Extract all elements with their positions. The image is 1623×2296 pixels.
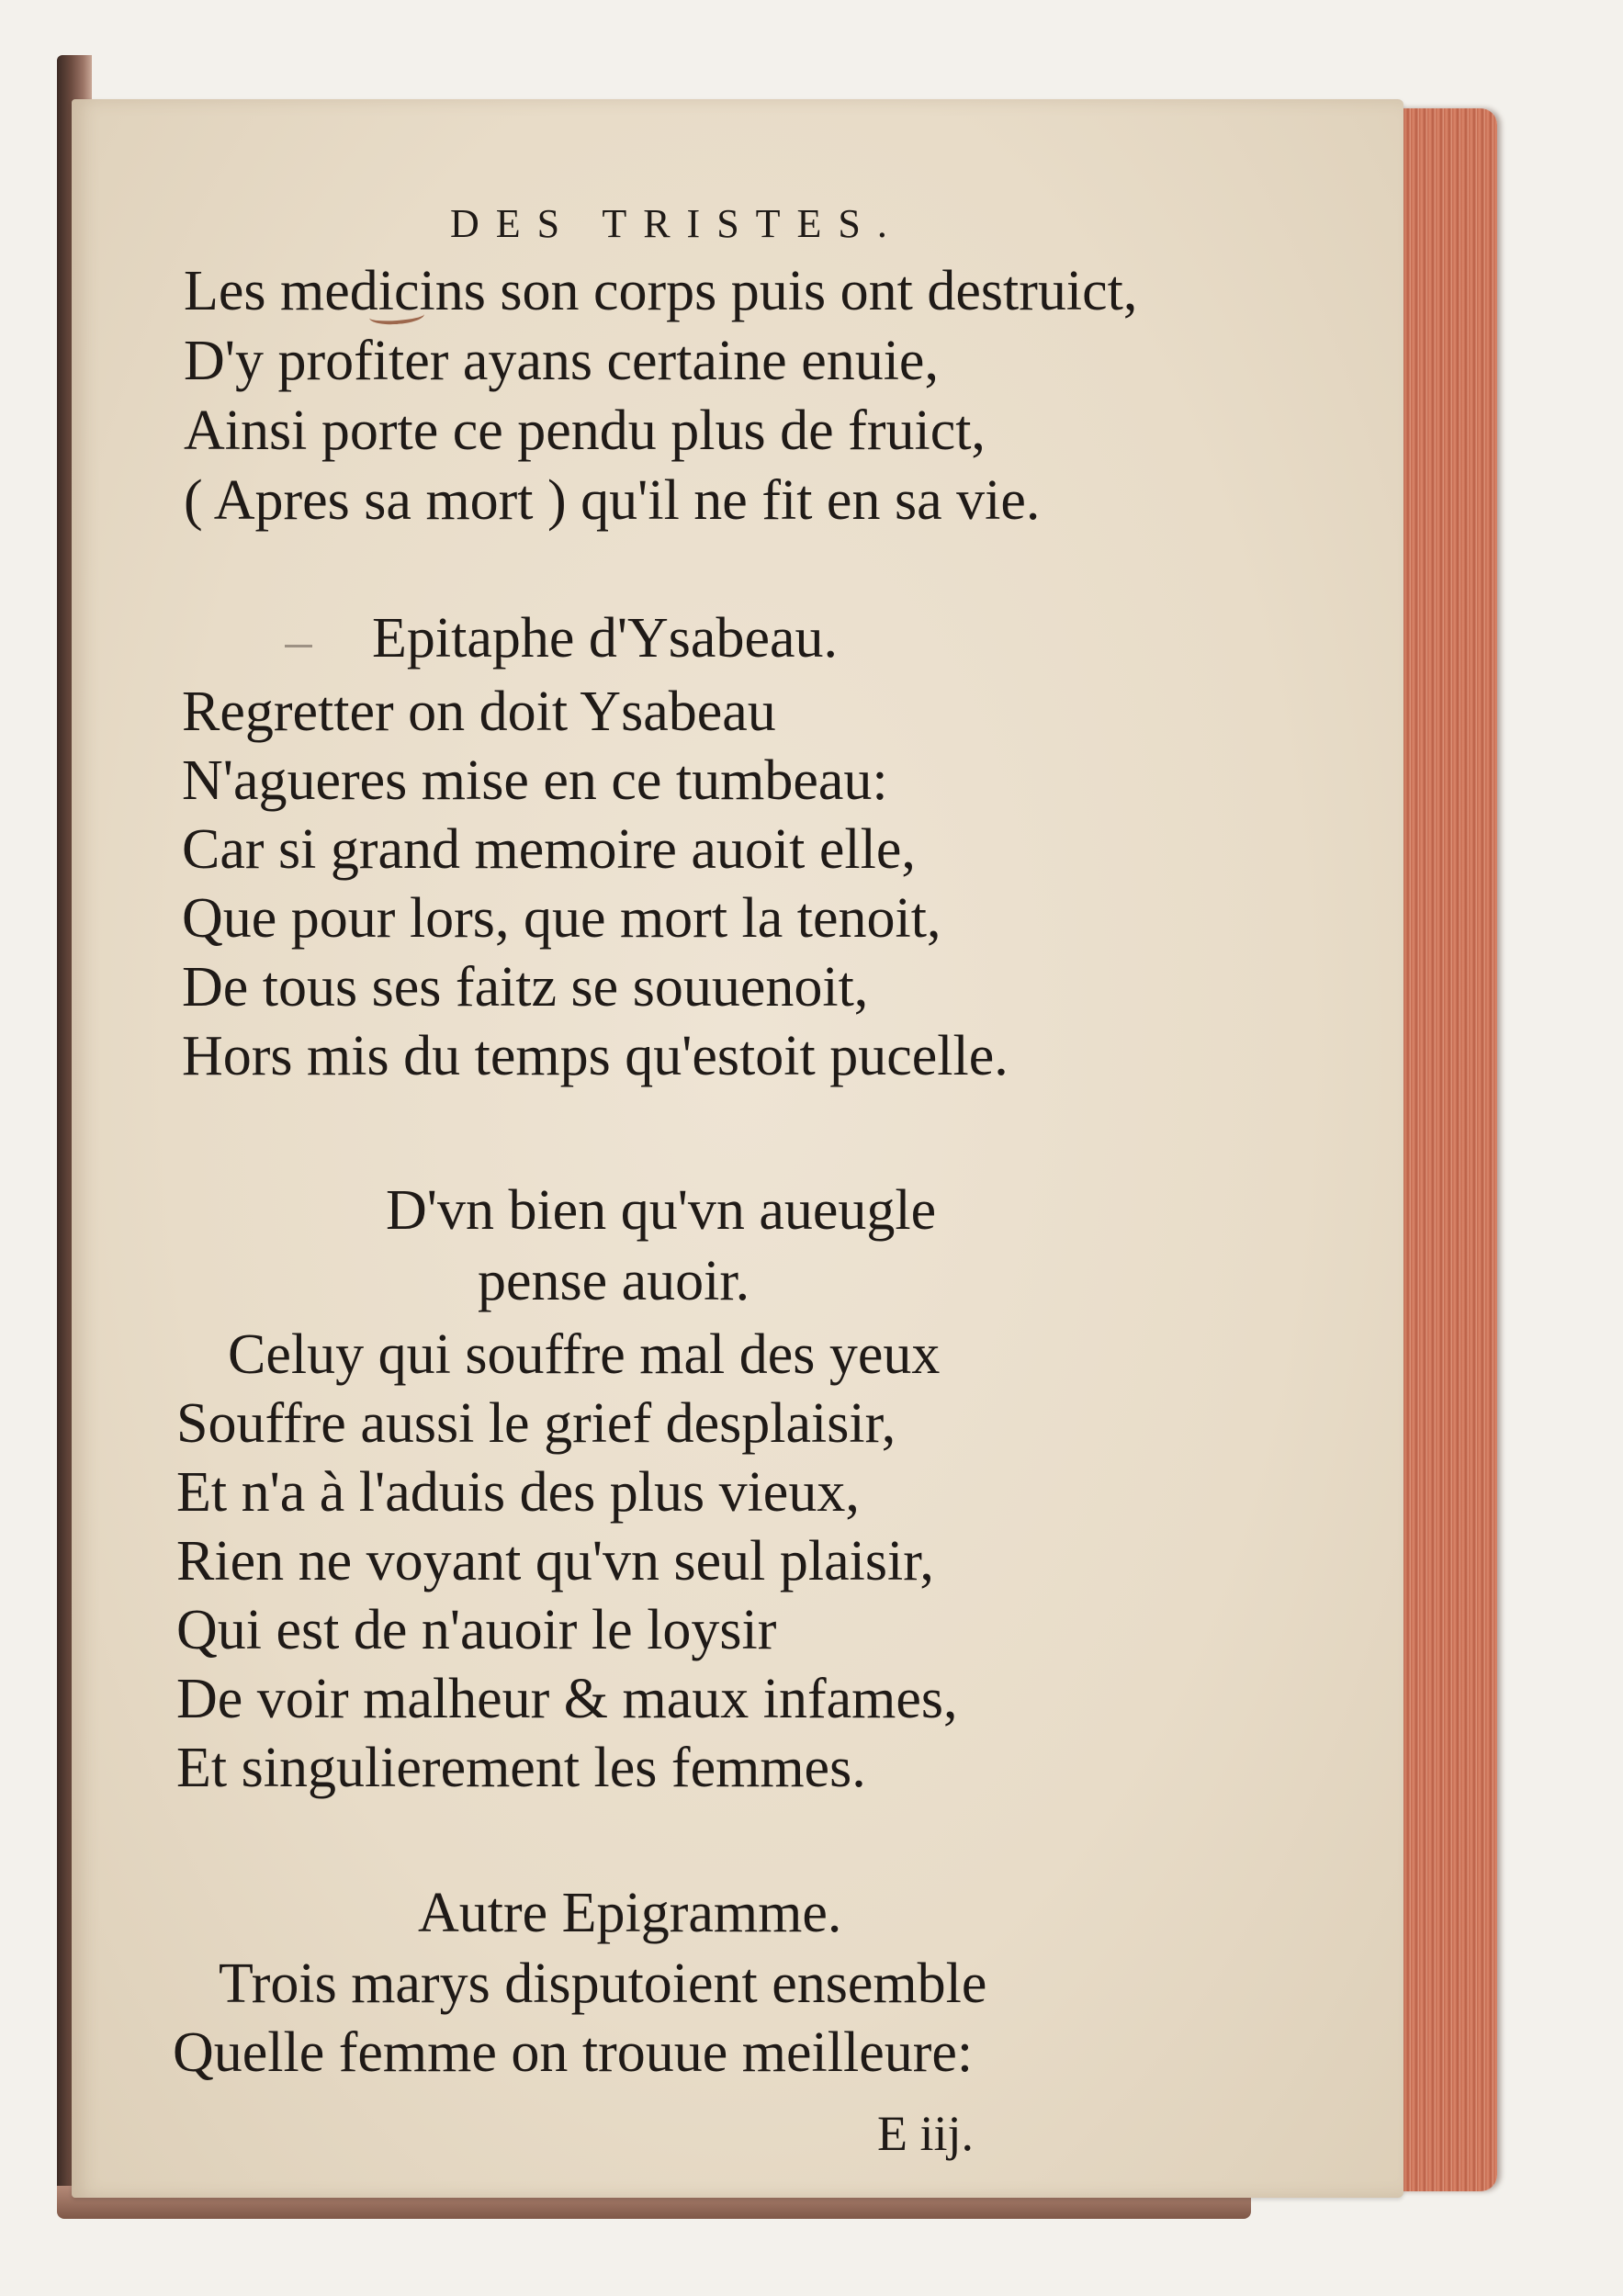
verse-line: Qui est de n'auoir le loysir	[176, 1599, 777, 1661]
verse-line: Que pour lors, que mort la tenoit,	[182, 887, 941, 950]
poem-title: Epitaphe d'Ysabeau.	[372, 607, 838, 670]
signature-mark: E iij.	[877, 2106, 974, 2161]
verse-line: D'y profiter ayans certaine enuie,	[184, 330, 939, 392]
verse-line: Et n'a à l'aduis des plus vieux,	[176, 1461, 860, 1524]
verse-line: N'agueres mise en ce tumbeau:	[182, 749, 888, 812]
verse-line: Les medicins son corps puis ont destruict,	[184, 260, 1138, 322]
verse-line: De voir malheur & maux infames,	[176, 1668, 958, 1730]
running-head: DES TRISTES.	[450, 201, 904, 246]
margin-dash	[285, 645, 312, 647]
verse-line: Car si grand memoire auoit elle,	[182, 818, 916, 881]
verse-line: Trois marys disputoient ensemble	[219, 1953, 987, 2015]
verse-line: ( Apres sa mort ) qu'il ne fit en sa vie.	[184, 469, 1041, 532]
verse-line: Quelle femme on trouue meilleure:	[173, 2021, 974, 2084]
verse-line: Hors mis du temps qu'estoit pucelle.	[182, 1025, 1009, 1087]
verse-line: Souffre aussi le grief desplaisir,	[176, 1392, 896, 1455]
verse-line: Rien ne voyant qu'vn seul plaisir,	[176, 1530, 934, 1593]
verse-line: Celuy qui souffre mal des yeux	[228, 1323, 941, 1386]
verse-line: Regretter on doit Ysabeau	[182, 681, 776, 743]
verse-line: De tous ses faitz se souuenoit,	[182, 956, 869, 1019]
verse-line: Ainsi porte ce pendu plus de fruict,	[184, 400, 986, 462]
verse-line: Et singulierement les femmes.	[176, 1737, 866, 1799]
poem-title: D'vn bien qu'vn aueugle	[386, 1179, 937, 1242]
poem-title: pense auoir.	[478, 1250, 750, 1312]
poem-title: Autre Epigramme.	[418, 1882, 842, 1944]
